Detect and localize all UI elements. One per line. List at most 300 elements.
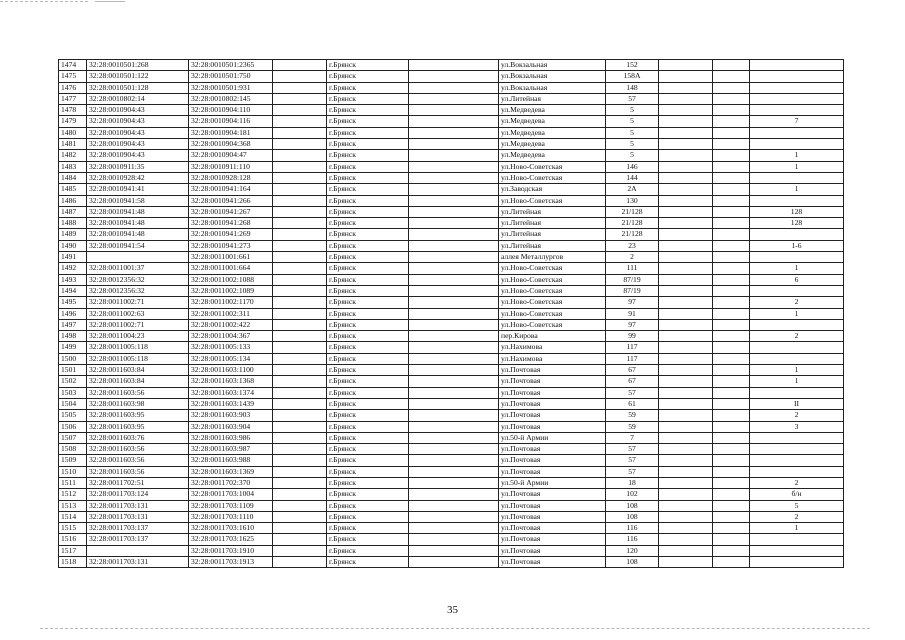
house-number-cell: 21/128 <box>606 206 659 217</box>
blank-cell-cell <box>273 331 327 342</box>
blank-cell-cell <box>713 523 750 534</box>
blank-cell-cell <box>273 557 327 568</box>
blank-cell-cell <box>659 127 713 138</box>
row-number-cell: 1489 <box>59 229 87 240</box>
street-cell: ул.Медведева <box>499 116 606 127</box>
blank-cell-cell <box>659 421 713 432</box>
apartment-number-cell: 1 <box>750 184 844 195</box>
blank-cell-cell <box>713 105 750 116</box>
cadastral-object-number-cell: 32:28:0010941:273 <box>189 240 273 251</box>
blank-cell-cell <box>713 557 750 568</box>
city-cell: г.Брянск <box>327 387 409 398</box>
blank-cell-cell <box>409 477 499 488</box>
cadastral-parcel-number-cell: 32:28:0011603:76 <box>87 432 189 443</box>
table-row <box>59 93 844 104</box>
blank-cell-cell <box>713 365 750 376</box>
table-row <box>59 421 844 432</box>
blank-cell-cell <box>659 489 713 500</box>
street-cell: ул.Медведева <box>499 105 606 116</box>
cadastral-object-number-cell: 32:28:0011005:134 <box>189 353 273 364</box>
cadastral-object-number-cell: 32:28:0011001:664 <box>189 263 273 274</box>
row-number-cell: 1511 <box>59 477 87 488</box>
street-cell: ул.Вокзальная <box>499 60 606 71</box>
cadastral-parcel-number-cell: 32:28:0011703:137 <box>87 534 189 545</box>
blank-cell-cell <box>713 229 750 240</box>
row-number-cell: 1482 <box>59 150 87 161</box>
street-cell: ул.Литейная <box>499 240 606 251</box>
table-row <box>59 365 844 376</box>
row-number-cell: 1479 <box>59 116 87 127</box>
blank-cell-cell <box>713 150 750 161</box>
blank-cell-cell <box>713 308 750 319</box>
apartment-number-cell <box>750 534 844 545</box>
cadastral-object-number-cell: 32:28:0011703:1913 <box>189 557 273 568</box>
blank-cell-cell <box>409 195 499 206</box>
cadastral-object-number-cell: 32:28:0011603:1368 <box>189 376 273 387</box>
blank-cell-cell <box>409 500 499 511</box>
blank-cell-cell <box>273 139 327 150</box>
blank-cell-cell <box>659 331 713 342</box>
cadastral-parcel-number-cell: 32:28:0011603:56 <box>87 455 189 466</box>
blank-cell-cell <box>409 93 499 104</box>
table-row <box>59 489 844 500</box>
blank-cell-cell <box>659 511 713 522</box>
street-cell: ул.Почтовая <box>499 410 606 421</box>
street-cell: ул.Почтовая <box>499 466 606 477</box>
blank-cell-cell <box>659 252 713 263</box>
table-row <box>59 319 844 330</box>
city-cell: г.Брянск <box>327 105 409 116</box>
apartment-number-cell <box>750 105 844 116</box>
apartment-number-cell: 1 <box>750 523 844 534</box>
city-cell: г.Брянск <box>327 127 409 138</box>
cadastral-object-number-cell: 32:28:0011703:1610 <box>189 523 273 534</box>
blank-cell-cell <box>713 82 750 93</box>
city-cell: г.Брянск <box>327 116 409 127</box>
city-cell: г.Брянск <box>327 195 409 206</box>
house-number-cell: 57 <box>606 444 659 455</box>
blank-cell-cell <box>409 139 499 150</box>
city-cell: г.Брянск <box>327 263 409 274</box>
street-cell: ул.Ново-Советская <box>499 285 606 296</box>
table-row <box>59 466 844 477</box>
cadastral-object-number-cell: 32:28:0011603:988 <box>189 455 273 466</box>
blank-cell-cell <box>409 410 499 421</box>
blank-cell-cell <box>659 477 713 488</box>
house-number-cell: 97 <box>606 297 659 308</box>
blank-cell-cell <box>273 353 327 364</box>
row-number-cell: 1485 <box>59 184 87 195</box>
cadastral-object-number-cell: 32:28:0011603:903 <box>189 410 273 421</box>
cadastral-parcel-number-cell: 32:28:0011603:84 <box>87 376 189 387</box>
blank-cell-cell <box>273 444 327 455</box>
cadastral-parcel-number-cell: 32:28:0011603:56 <box>87 387 189 398</box>
cadastral-parcel-number-cell: 32:28:0011603:95 <box>87 421 189 432</box>
house-number-cell: 108 <box>606 511 659 522</box>
blank-cell-cell <box>713 353 750 364</box>
page-number: 35 <box>447 604 458 616</box>
apartment-number-cell <box>750 444 844 455</box>
city-cell: г.Брянск <box>327 444 409 455</box>
cadastral-object-number-cell: 32:28:0011002:1088 <box>189 274 273 285</box>
apartment-number-cell <box>750 60 844 71</box>
city-cell: г.Брянск <box>327 466 409 477</box>
apartment-number-cell <box>750 319 844 330</box>
city-cell: г.Брянск <box>327 218 409 229</box>
house-number-cell: 87/19 <box>606 274 659 285</box>
cadastral-parcel-number-cell: 32:28:0011603:56 <box>87 444 189 455</box>
house-number-cell: 21/128 <box>606 229 659 240</box>
house-number-cell: 116 <box>606 534 659 545</box>
blank-cell-cell <box>409 127 499 138</box>
blank-cell-cell <box>409 184 499 195</box>
blank-cell-cell <box>659 387 713 398</box>
city-cell: г.Брянск <box>327 545 409 556</box>
house-number-cell: 116 <box>606 523 659 534</box>
table-row <box>59 252 844 263</box>
apartment-number-cell: 128 <box>750 206 844 217</box>
house-number-cell: 59 <box>606 410 659 421</box>
blank-cell-cell <box>713 534 750 545</box>
street-cell: ул.Ново-Советская <box>499 308 606 319</box>
cadastral-object-number-cell: 32:28:0011002:311 <box>189 308 273 319</box>
apartment-number-cell: 2 <box>750 511 844 522</box>
table-row <box>59 376 844 387</box>
blank-cell-cell <box>409 206 499 217</box>
street-cell: ул.Медведева <box>499 139 606 150</box>
city-cell: г.Брянск <box>327 229 409 240</box>
table-row <box>59 263 844 274</box>
cadastral-parcel-number-cell: 32:28:0010941:48 <box>87 218 189 229</box>
blank-cell-cell <box>659 229 713 240</box>
blank-cell-cell <box>273 398 327 409</box>
cadastral-object-number-cell: 32:28:0011603:1100 <box>189 365 273 376</box>
street-cell: ул.Ново-Советская <box>499 274 606 285</box>
row-number-cell: 1486 <box>59 195 87 206</box>
blank-cell-cell <box>409 218 499 229</box>
apartment-number-cell: 1 <box>750 263 844 274</box>
blank-cell-cell <box>273 285 327 296</box>
city-cell: г.Брянск <box>327 71 409 82</box>
blank-cell-cell <box>713 274 750 285</box>
registry-table-body <box>59 60 844 568</box>
cadastral-object-number-cell: 32:28:0011703:1109 <box>189 500 273 511</box>
row-number-cell: 1517 <box>59 545 87 556</box>
row-number-cell: 1512 <box>59 489 87 500</box>
street-cell: ул.Нахимова <box>499 353 606 364</box>
blank-cell-cell <box>713 387 750 398</box>
table-row <box>59 127 844 138</box>
table-row <box>59 545 844 556</box>
blank-cell-cell <box>713 455 750 466</box>
row-number-cell: 1474 <box>59 60 87 71</box>
blank-cell-cell <box>409 545 499 556</box>
blank-cell-cell <box>659 139 713 150</box>
apartment-number-cell <box>750 342 844 353</box>
blank-cell-cell <box>713 240 750 251</box>
table-row <box>59 274 844 285</box>
blank-cell-cell <box>713 410 750 421</box>
house-number-cell: 57 <box>606 455 659 466</box>
cadastral-object-number-cell: 32:28:0011603:1439 <box>189 398 273 409</box>
cadastral-object-number-cell: 32:28:0011603:1374 <box>189 387 273 398</box>
table-row <box>59 455 844 466</box>
blank-cell-cell <box>659 466 713 477</box>
blank-cell-cell <box>713 172 750 183</box>
house-number-cell: 5 <box>606 150 659 161</box>
house-number-cell: 144 <box>606 172 659 183</box>
blank-cell-cell <box>273 82 327 93</box>
cadastral-parcel-number-cell: 32:28:0011002:71 <box>87 319 189 330</box>
city-cell: г.Брянск <box>327 557 409 568</box>
blank-cell-cell <box>409 511 499 522</box>
apartment-number-cell <box>750 229 844 240</box>
row-number-cell: 1493 <box>59 274 87 285</box>
street-cell: ул.50-й Армии <box>499 432 606 443</box>
cadastral-parcel-number-cell: 32:28:0010904:43 <box>87 127 189 138</box>
blank-cell-cell <box>273 116 327 127</box>
table-row <box>59 139 844 150</box>
house-number-cell: 108 <box>606 557 659 568</box>
table-row <box>59 297 844 308</box>
cadastral-parcel-number-cell: 32:28:0010911:35 <box>87 161 189 172</box>
street-cell: ул.Литейная <box>499 229 606 240</box>
table-row <box>59 523 844 534</box>
city-cell: г.Брянск <box>327 172 409 183</box>
blank-cell-cell <box>659 150 713 161</box>
house-number-cell: 108 <box>606 500 659 511</box>
blank-cell-cell <box>659 105 713 116</box>
cadastral-object-number-cell: 32:28:0011004:367 <box>189 331 273 342</box>
table-row <box>59 105 844 116</box>
blank-cell-cell <box>713 489 750 500</box>
blank-cell-cell <box>713 60 750 71</box>
house-number-cell: 99 <box>606 331 659 342</box>
blank-cell-cell <box>659 285 713 296</box>
city-cell: г.Брянск <box>327 477 409 488</box>
street-cell: ул.Медведева <box>499 150 606 161</box>
table-row <box>59 206 844 217</box>
apartment-number-cell: II <box>750 398 844 409</box>
table-row <box>59 534 844 545</box>
city-cell: г.Брянск <box>327 398 409 409</box>
blank-cell-cell <box>409 116 499 127</box>
blank-cell-cell <box>409 353 499 364</box>
apartment-number-cell <box>750 127 844 138</box>
row-number-cell: 1513 <box>59 500 87 511</box>
table-row <box>59 71 844 82</box>
apartment-number-cell <box>750 353 844 364</box>
street-cell: ул.Почтовая <box>499 534 606 545</box>
row-number-cell: 1490 <box>59 240 87 251</box>
apartment-number-cell <box>750 252 844 263</box>
street-cell: ул.Почтовая <box>499 489 606 500</box>
cadastral-object-number-cell: 32:28:0010904:110 <box>189 105 273 116</box>
blank-cell-cell <box>409 240 499 251</box>
street-cell: ул.Заводская <box>499 184 606 195</box>
table-row <box>59 308 844 319</box>
blank-cell-cell <box>713 432 750 443</box>
house-number-cell: 158А <box>606 71 659 82</box>
city-cell: г.Брянск <box>327 308 409 319</box>
cadastral-parcel-number-cell: 32:28:0012356:32 <box>87 285 189 296</box>
table-row <box>59 410 844 421</box>
blank-cell-cell <box>713 511 750 522</box>
city-cell: г.Брянск <box>327 376 409 387</box>
cadastral-parcel-number-cell: 32:28:0010904:43 <box>87 139 189 150</box>
cadastral-object-number-cell: 32:28:0010802:145 <box>189 93 273 104</box>
blank-cell-cell <box>713 218 750 229</box>
row-number-cell: 1506 <box>59 421 87 432</box>
blank-cell-cell <box>409 82 499 93</box>
apartment-number-cell: 1 <box>750 376 844 387</box>
street-cell: ул.Почтовая <box>499 511 606 522</box>
blank-cell-cell <box>273 308 327 319</box>
house-number-cell: 57 <box>606 466 659 477</box>
street-cell: ул.Ново-Советская <box>499 172 606 183</box>
blank-cell-cell <box>659 410 713 421</box>
street-cell: ул.Медведева <box>499 127 606 138</box>
blank-cell-cell <box>659 116 713 127</box>
street-cell: ул.Нахимова <box>499 342 606 353</box>
row-number-cell: 1501 <box>59 365 87 376</box>
city-cell: г.Брянск <box>327 421 409 432</box>
table-row <box>59 218 844 229</box>
cadastral-object-number-cell: 32:28:0011603:1369 <box>189 466 273 477</box>
blank-cell-cell <box>659 218 713 229</box>
row-number-cell: 1495 <box>59 297 87 308</box>
city-cell: г.Брянск <box>327 331 409 342</box>
row-number-cell: 1478 <box>59 105 87 116</box>
blank-cell-cell <box>273 218 327 229</box>
cadastral-parcel-number-cell: 32:28:0010941:41 <box>87 184 189 195</box>
street-cell: ул.Ново-Советская <box>499 297 606 308</box>
cadastral-parcel-number-cell <box>87 252 189 263</box>
cadastral-object-number-cell: 32:28:0010911:110 <box>189 161 273 172</box>
table-row <box>59 477 844 488</box>
blank-cell-cell <box>273 432 327 443</box>
cadastral-object-number-cell: 32:28:0010904:368 <box>189 139 273 150</box>
blank-cell-cell <box>409 523 499 534</box>
cadastral-object-number-cell: 32:28:0010941:269 <box>189 229 273 240</box>
cadastral-object-number-cell: 32:28:0010941:266 <box>189 195 273 206</box>
house-number-cell: 5 <box>606 105 659 116</box>
street-cell: ул.Почтовая <box>499 444 606 455</box>
blank-cell-cell <box>273 71 327 82</box>
blank-cell-cell <box>409 274 499 285</box>
blank-cell-cell <box>659 71 713 82</box>
blank-cell-cell <box>273 421 327 432</box>
table-row <box>59 500 844 511</box>
apartment-number-cell <box>750 557 844 568</box>
blank-cell-cell <box>409 489 499 500</box>
house-number-cell: 21/128 <box>606 218 659 229</box>
row-number-cell: 1477 <box>59 93 87 104</box>
street-cell: пер.Кирова <box>499 331 606 342</box>
street-cell: ул.Почтовая <box>499 421 606 432</box>
blank-cell-cell <box>713 127 750 138</box>
blank-cell-cell <box>713 206 750 217</box>
street-cell: ул.Ново-Советская <box>499 195 606 206</box>
table-row <box>59 353 844 364</box>
cadastral-parcel-number-cell: 32:28:0010904:43 <box>87 105 189 116</box>
city-cell: г.Брянск <box>327 297 409 308</box>
house-number-cell: 7 <box>606 432 659 443</box>
blank-cell-cell <box>409 421 499 432</box>
blank-cell-cell <box>659 206 713 217</box>
blank-cell-cell <box>409 105 499 116</box>
row-number-cell: 1507 <box>59 432 87 443</box>
house-number-cell: 91 <box>606 308 659 319</box>
table-row <box>59 331 844 342</box>
blank-cell-cell <box>713 342 750 353</box>
city-cell: г.Брянск <box>327 365 409 376</box>
blank-cell-cell <box>713 161 750 172</box>
cadastral-object-number-cell: 32:28:0011603:904 <box>189 421 273 432</box>
table-row <box>59 432 844 443</box>
row-number-cell: 1504 <box>59 398 87 409</box>
row-number-cell: 1498 <box>59 331 87 342</box>
blank-cell-cell <box>409 444 499 455</box>
table-row <box>59 172 844 183</box>
apartment-number-cell: 1 <box>750 365 844 376</box>
scan-artifact-line <box>0 1 88 4</box>
cadastral-parcel-number-cell: 32:28:0010941:48 <box>87 229 189 240</box>
cadastral-parcel-number-cell: 32:28:0011002:63 <box>87 308 189 319</box>
city-cell: г.Брянск <box>327 410 409 421</box>
cadastral-object-number-cell: 32:28:0010904:181 <box>189 127 273 138</box>
street-cell: ул.Почтовая <box>499 365 606 376</box>
row-number-cell: 1483 <box>59 161 87 172</box>
row-number-cell: 1494 <box>59 285 87 296</box>
cadastral-parcel-number-cell: 32:28:0010802:14 <box>87 93 189 104</box>
blank-cell-cell <box>273 466 327 477</box>
blank-cell-cell <box>659 240 713 251</box>
house-number-cell: 18 <box>606 477 659 488</box>
street-cell: ул.Ново-Советская <box>499 319 606 330</box>
cadastral-parcel-number-cell: 32:28:0010904:43 <box>87 116 189 127</box>
cadastral-object-number-cell: 32:28:0010941:268 <box>189 218 273 229</box>
city-cell: г.Брянск <box>327 252 409 263</box>
cadastral-object-number-cell: 32:28:0011702:370 <box>189 477 273 488</box>
blank-cell-cell <box>273 60 327 71</box>
cadastral-object-number-cell: 32:28:0011703:1110 <box>189 511 273 522</box>
blank-cell-cell <box>409 252 499 263</box>
blank-cell-cell <box>273 523 327 534</box>
house-number-cell: 5 <box>606 127 659 138</box>
blank-cell-cell <box>273 252 327 263</box>
house-number-cell: 67 <box>606 365 659 376</box>
row-number-cell: 1516 <box>59 534 87 545</box>
blank-cell-cell <box>659 365 713 376</box>
blank-cell-cell <box>659 523 713 534</box>
cadastral-parcel-number-cell: 32:28:0010941:54 <box>87 240 189 251</box>
blank-cell-cell <box>409 285 499 296</box>
cadastral-object-number-cell: 32:28:0011603:986 <box>189 432 273 443</box>
street-cell: ул.Почтовая <box>499 557 606 568</box>
house-number-cell: 120 <box>606 545 659 556</box>
cadastral-parcel-number-cell: 32:28:0011005:118 <box>87 353 189 364</box>
blank-cell-cell <box>273 195 327 206</box>
city-cell: г.Брянск <box>327 500 409 511</box>
blank-cell-cell <box>659 161 713 172</box>
city-cell: г.Брянск <box>327 455 409 466</box>
city-cell: г.Брянск <box>327 240 409 251</box>
cadastral-object-number-cell: 32:28:0010501:931 <box>189 82 273 93</box>
street-cell: ул.Вокзальная <box>499 82 606 93</box>
table-row <box>59 557 844 568</box>
blank-cell-cell <box>659 500 713 511</box>
